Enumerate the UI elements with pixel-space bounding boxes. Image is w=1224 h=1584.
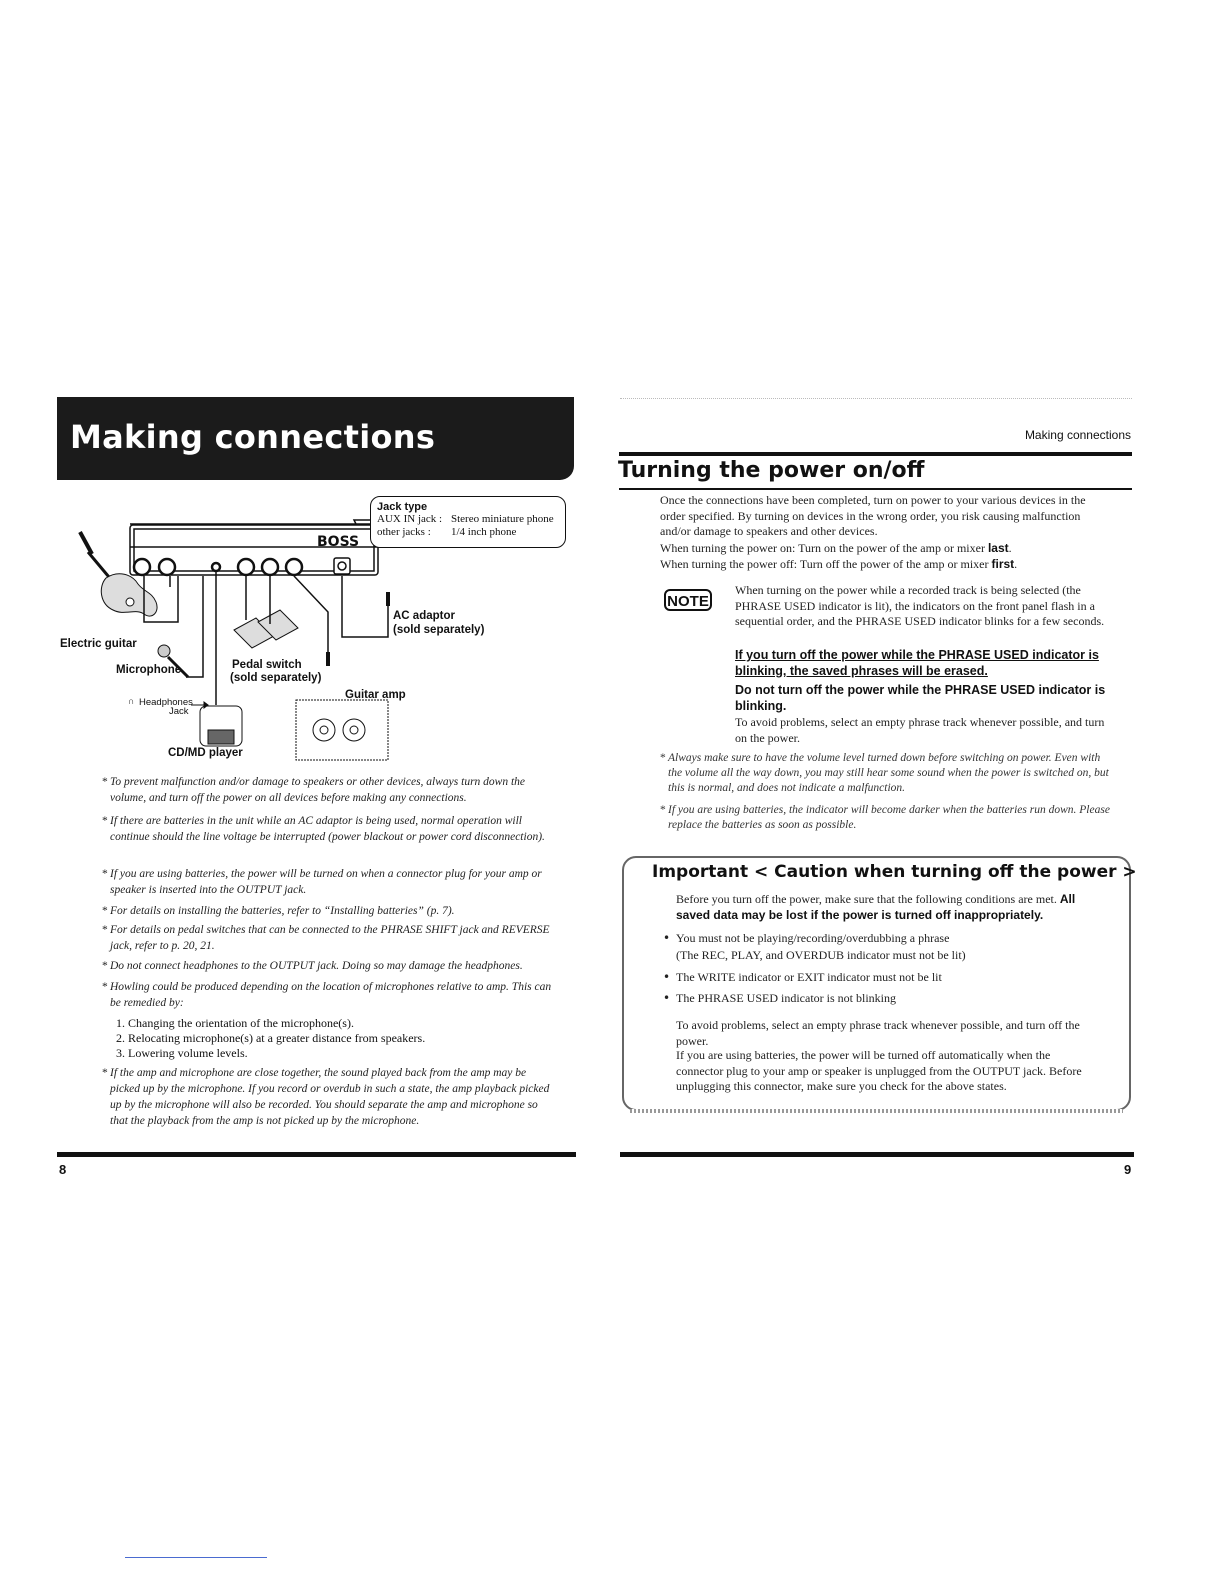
note-item: * If you are using batteries, the indicator will become darker when the batteries run down. Please replace the batteries as soon as possible. xyxy=(660,804,1110,831)
label-cd-md-player: CD/MD player xyxy=(168,747,243,759)
amp-plug xyxy=(326,652,330,666)
pedal-switch-illustration xyxy=(234,610,298,648)
remedy-item: 3. Lowering volume levels. xyxy=(116,1046,248,1060)
important-bullet: • You must not be playing/recording/overdubbing a phrase xyxy=(663,931,950,945)
bottom-line xyxy=(125,1557,267,1558)
label-ac-adaptor-sub: (sold separately) xyxy=(393,624,485,636)
boss-logo: BOSS xyxy=(317,534,360,550)
important-bullet-sub: (The REC, PLAY, and OVERDUB indicator must not be lit) xyxy=(676,948,966,962)
footer-rule xyxy=(620,1152,1134,1157)
footer-rule xyxy=(57,1152,576,1157)
headphones-icon: ∩ xyxy=(128,696,135,706)
guitar-amp-illustration xyxy=(296,700,388,760)
power-on-line: When turning the power on: Turn on the power of the amp or mixer last. xyxy=(660,541,1012,555)
intro-paragraph: Once the connections have been completed, turn on power to your various devices in the order specified. By turning on devices in the wrong order, you risk causing malfunction and/or damage to speakers and other devices. xyxy=(660,493,1086,538)
label-guitar-amp: Guitar amp xyxy=(345,689,406,701)
page-title: Making connections xyxy=(70,418,436,456)
cd-player-illustration xyxy=(200,706,242,746)
title-rule xyxy=(619,452,1132,456)
note-warning: Do not turn off the power while the PHRASE USED indicator is blinking. xyxy=(735,683,1106,713)
label-ac-adaptor: AC adaptor xyxy=(393,610,455,622)
note-item: * For details on installing the batteries, refer to “Installing batteries” (p. 7). xyxy=(102,905,455,917)
note-badge: NOTE xyxy=(664,589,712,611)
note-item: * Do not connect headphones to the OUTPUT jack. Doing so may damage the headphones. xyxy=(102,960,523,972)
headphones-arrow xyxy=(191,702,208,708)
jack-type-row: other jacks : 1/4 inch phone xyxy=(377,526,517,538)
note-item: * Howling could be produced depending on the location of microphones relative to amp. This can be remedied by: xyxy=(102,981,552,1009)
note-advice: To avoid problems, select an empty phrase track whenever possible, and turn on the power. xyxy=(735,715,1105,745)
note-warning-underlined: If you turn off the power while the PHRASE USED indicator is blinking, the saved phrases will be erased. xyxy=(735,648,1099,678)
important-bullet: • The WRITE indicator or EXIT indicator must not be lit xyxy=(663,970,942,984)
label-microphone: Microphone xyxy=(116,664,182,676)
jack-type-box xyxy=(370,496,566,548)
label-pedal-switch: Pedal switch xyxy=(232,659,302,671)
page-number: 9 xyxy=(1124,1162,1132,1177)
important-bullet: • The PHRASE USED indicator is not blinking xyxy=(663,991,896,1005)
note-item: * If the amp and microphone are close together, the sound played back from the amp may be picked up by the microphone. If you record or overdub in such a state, the amp playback picked up by the microphone will also be recorded. You should separate the amp and microphone so that the playback from the amp is not picked up by the microphone. xyxy=(102,1067,550,1127)
note-text: When turning on the power while a recorded track is being selected (the PHRASE USED indicator is lit), the indicators on the front panel flash in a sequential order, and the PHRASE USED indicator blinks for a few seconds. xyxy=(735,583,1105,628)
label-pedal-switch-sub: (sold separately) xyxy=(230,672,322,684)
important-intro: Before you turn off the power, make sure that the following conditions are met. All saved data may be lost if the power is turned off inappropriately. xyxy=(676,892,1076,922)
remedy-item: 1. Changing the orientation of the microphone(s). xyxy=(116,1016,354,1030)
running-head: Making connections xyxy=(1024,428,1131,442)
jack-type-title: Jack type xyxy=(377,501,428,513)
note-item: * For details on pedal switches that can be connected to the PHRASE SHIFT jack and REVERSE jack, refer to p. 20, 21. xyxy=(102,924,550,952)
section-title: Turning the power on/off xyxy=(618,458,925,483)
important-advice: To avoid problems, select an empty phrase track whenever possible, and turn off the power. xyxy=(676,1018,1080,1048)
power-off-line: When turning the power off: Turn off the power of the amp or mixer first. xyxy=(660,557,1018,571)
remedy-item: 2. Relocating microphone(s) at a greater distance from speakers. xyxy=(116,1031,426,1045)
page-number: 8 xyxy=(59,1162,67,1177)
important-title: Important < Caution when turning off the power > xyxy=(652,862,1137,882)
note-item: * If there are batteries in the unit while an AC adaptor is being used, normal operation will continue should the line voltage be interrupted (power blackout or power cord disconnection). xyxy=(102,815,545,843)
label-jack: Jack xyxy=(169,706,189,717)
title-underline xyxy=(619,488,1132,490)
important-batteries: If you are using batteries, the power will be turned off automatically when the connector plug to your amp or speaker is unplugged from the OUTPUT jack. Before unplugging this connector, make sure you check for the above states. xyxy=(676,1048,1082,1093)
label-headphones: Headphones xyxy=(139,697,193,708)
jack-type-row: AUX IN jack : Stereo miniature phone xyxy=(377,513,554,525)
note-item: * Always make sure to have the volume level turned down before switching on power. Even with the volume all the way down, you may still hear some sound when the power is switched on, but this is normal, and does not indicate a malfunction. xyxy=(660,752,1109,794)
note-item: * To prevent malfunction and/or damage to speakers or other devices, always turn down the volume, and turn off the power on all devices before making any connections. xyxy=(102,776,526,804)
note-item: * If you are using batteries, the power will be turned on when a connector plug for your amp or speaker is inserted into the OUTPUT jack. xyxy=(102,868,542,896)
ac-adaptor-plug xyxy=(386,592,390,606)
label-electric-guitar: Electric guitar xyxy=(60,638,137,650)
header-dotted-line xyxy=(620,398,1132,399)
